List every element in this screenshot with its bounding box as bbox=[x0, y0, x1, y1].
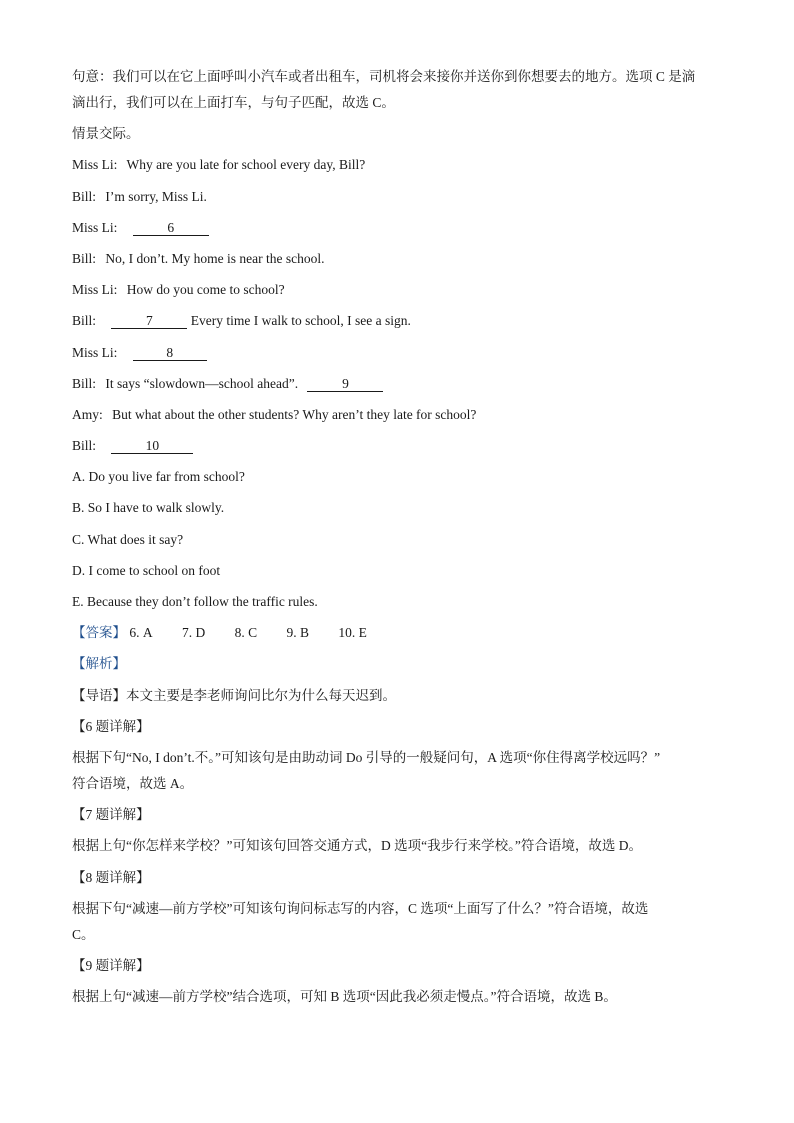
dialogue-line bbox=[72, 371, 732, 402]
speaker-label: Bill: bbox=[72, 188, 97, 204]
guide-label: 【导语】 bbox=[72, 687, 126, 703]
detail-text-6-line-1: 根据下句“No, I don’t.不。”可知该句是由助动词 Do 引导的一般疑问句，A 选项“你住得离学校远吗？” bbox=[72, 749, 661, 765]
speaker-label: Bill: bbox=[72, 438, 97, 454]
detail-label-9: 【9 题详解】 bbox=[72, 957, 150, 973]
option-b: B. So I have to walk slowly. bbox=[72, 500, 225, 516]
answer-item: 7. D bbox=[182, 625, 206, 641]
speaker-label: Miss Li: bbox=[72, 344, 118, 360]
answer-item: 10. E bbox=[338, 625, 367, 641]
option-d: D. I come to school on foot bbox=[72, 562, 221, 578]
dialogue-text: Why are you late for school every day, Bill? bbox=[126, 157, 366, 173]
intro-line-1: 句意：我们可以在它上面呼叫小汽车或者出租车，司机将会来接你并送你到你想要去的地方。选项 C 是滴 bbox=[72, 69, 696, 84]
speaker-label: Miss Li: bbox=[72, 219, 118, 235]
speaker-label: Bill: bbox=[72, 250, 97, 266]
speaker-label: Bill: bbox=[72, 313, 97, 329]
detail-label-8: 【8 题详解】 bbox=[72, 869, 150, 885]
answer-blank-6: 6 bbox=[133, 221, 209, 236]
option-c: C. What does it say? bbox=[72, 531, 184, 547]
dialogue-text: Every time I walk to school, I see a sign. bbox=[190, 313, 411, 329]
speaker-label: Miss Li: bbox=[72, 282, 118, 298]
document-page bbox=[72, 64, 732, 1015]
dialogue-text: But what about the other students? Why aren’t they late for school? bbox=[112, 406, 477, 422]
answer-item: 8. C bbox=[234, 625, 258, 641]
detail-label-6: 【6 题详解】 bbox=[72, 718, 150, 734]
answer-item: 9. B bbox=[286, 625, 310, 641]
dialogue-line bbox=[72, 433, 732, 464]
dialogue-text: How do you come to school? bbox=[126, 282, 285, 298]
detail-text-6-line-2: 符合语境，故选 A。 bbox=[72, 775, 194, 791]
intro-line-2: 滴出行，我们可以在上面打车，与句子匹配，故选 C。 bbox=[72, 95, 395, 110]
dialogue-text: No, I don’t. My home is near the school. bbox=[105, 250, 325, 266]
answer-blank-9: 9 bbox=[307, 377, 383, 392]
detail-text-8-line-1: 根据下句“减速—前方学校”可知该句询问标志写的内容，C 选项“上面写了什么？”符合语境，故选 bbox=[72, 900, 649, 916]
speaker-label: Bill: bbox=[72, 375, 97, 391]
dialogue-line bbox=[72, 184, 732, 215]
dialogue-line bbox=[72, 402, 732, 433]
dialogue-line bbox=[72, 215, 732, 246]
section-title: 情景交际。 bbox=[72, 126, 140, 142]
analysis-label: 【解析】 bbox=[72, 656, 126, 672]
dialogue-text: I’m sorry, Miss Li. bbox=[105, 188, 207, 204]
dialogue-line bbox=[72, 308, 732, 339]
guide-line bbox=[72, 683, 732, 714]
guide-text: 本文主要是李老师询问比尔为什么每天迟到。 bbox=[126, 687, 396, 703]
answer-blank-7: 7 bbox=[111, 314, 187, 329]
dialogue-line bbox=[72, 277, 732, 308]
detail-text-7-line-1: 根据上句“你怎样来学校？”可知该句回答交通方式，D 选项“我步行来学校。”符合语境，故选 D。 bbox=[72, 838, 642, 854]
dialogue-line bbox=[72, 340, 732, 371]
answer-label: 【答案】 bbox=[72, 625, 126, 641]
dialogue-line bbox=[72, 246, 732, 277]
detail-text-8-line-2: C。 bbox=[72, 926, 95, 942]
answer-line bbox=[72, 620, 732, 651]
answer-item: 6. A bbox=[129, 625, 153, 641]
speaker-label: Miss Li: bbox=[72, 157, 118, 173]
option-e: E. Because they don’t follow the traffic rules. bbox=[72, 594, 318, 609]
speaker-label: Amy: bbox=[72, 406, 103, 422]
detail-text-9-line-1: 根据上句“减速—前方学校”结合选项，可知 B 选项“因此我必须走慢点。”符合语境，故选 B。 bbox=[72, 989, 617, 1005]
option-a: A. Do you live far from school? bbox=[72, 469, 245, 485]
detail-label-7: 【7 题详解】 bbox=[72, 807, 150, 823]
answer-blank-8: 8 bbox=[133, 346, 207, 361]
dialogue-line bbox=[72, 152, 732, 183]
answer-blank-10: 10 bbox=[111, 439, 193, 454]
dialogue-text: It says “slowdown—school ahead”. bbox=[105, 375, 299, 391]
